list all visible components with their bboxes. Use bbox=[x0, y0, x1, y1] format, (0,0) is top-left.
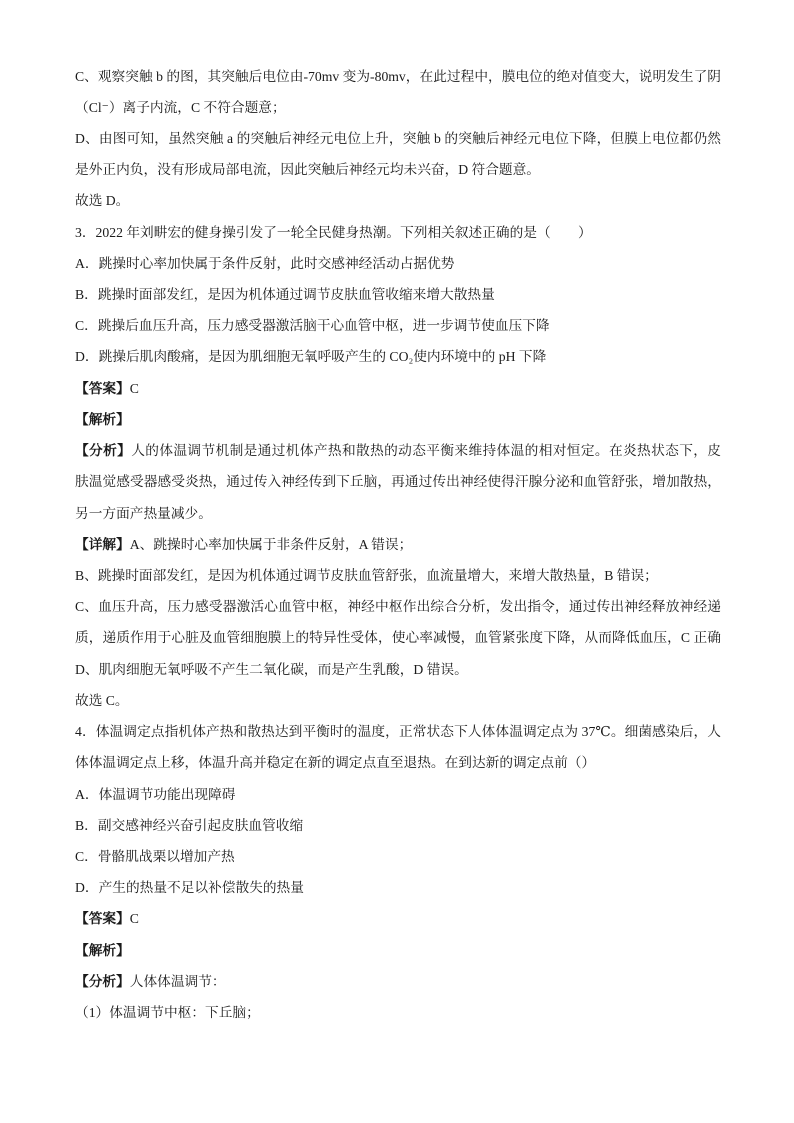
section-label: 【分析】 bbox=[75, 973, 130, 989]
text-line bbox=[75, 279, 721, 310]
line-text: 故选 C。 bbox=[75, 692, 129, 708]
text-line bbox=[75, 466, 721, 497]
text-line bbox=[75, 185, 721, 216]
text-line bbox=[75, 310, 721, 341]
text-line bbox=[75, 747, 721, 778]
text-line bbox=[75, 498, 721, 529]
text-line bbox=[75, 591, 721, 622]
line-text: A．跳操时心率加快属于条件反射，此时交感神经活动占据优势 bbox=[75, 255, 455, 271]
text-line bbox=[75, 810, 721, 841]
text-line bbox=[75, 341, 721, 372]
text-line bbox=[75, 966, 721, 997]
line-text: C、血压升高，压力感受器激活心血管中枢，神经中枢作出综合分析，发出指令，通过传出神经释放神经递 bbox=[75, 599, 721, 615]
line-text: C、观察突触 b 的图，其突触后电位由-70mv 变为-80mv，在此过程中，膜电位的绝对值变大，说明发生了阴 bbox=[75, 68, 721, 84]
line-text: D．产生的热量不足以补偿散失的热量 bbox=[75, 880, 304, 896]
text-line bbox=[75, 841, 721, 872]
line-text: C bbox=[129, 911, 139, 927]
line-text: （1）体温调节中枢：下丘脑； bbox=[75, 1005, 260, 1021]
text-line bbox=[75, 560, 721, 591]
text-line bbox=[75, 529, 721, 560]
document-body bbox=[75, 61, 721, 1029]
text-line bbox=[75, 61, 721, 92]
line-text: 体体温调定点上移，体温升高并稳定在新的调定点直至退热。在到达新的调定点前（） bbox=[75, 755, 596, 771]
line-text: B．跳操时面部发红，是因为机体通过调节皮肤血管收缩来增大散热量 bbox=[75, 287, 495, 303]
line-text: 故选 D。 bbox=[75, 193, 130, 209]
line-text: （Cl⁻）离子内流，C 不符合题意； bbox=[75, 99, 286, 115]
text-line bbox=[75, 622, 721, 653]
line-text: 另一方面产热量减少。 bbox=[75, 505, 212, 521]
section-label: 【解析】 bbox=[75, 411, 130, 427]
line-text: 是外正内负，没有形成局部电流，因此突触后神经元均未兴奋，D 符合题意。 bbox=[75, 162, 540, 178]
text-line bbox=[75, 154, 721, 185]
section-label: 【解析】 bbox=[75, 942, 130, 958]
section-label: 【答案】 bbox=[75, 380, 130, 396]
line-text: 人体体温调节： bbox=[129, 973, 226, 989]
section-label: 【答案】 bbox=[75, 911, 130, 927]
text-line bbox=[75, 248, 721, 279]
line-text: B．副交感神经兴奋引起皮肤血管收缩 bbox=[75, 817, 304, 833]
line-text: 3．2022 年刘畊宏的健身操引发了一轮全民健身热潮。下列相关叙述正确的是（ ） bbox=[75, 224, 592, 240]
text-line bbox=[75, 716, 721, 747]
text-line bbox=[75, 685, 721, 716]
line-text: D．跳操后肌肉酸痛，是因为肌细胞无氧呼吸产生的 CO₂使内环境中的 pH 下降 bbox=[75, 349, 547, 365]
text-line bbox=[75, 435, 721, 466]
text-line bbox=[75, 654, 721, 685]
line-text: 质，递质作用于心脏及血管细胞膜上的特异性受体，使心率减慢，血管紧张度下降，从而降低血压，C 正确 bbox=[75, 630, 721, 646]
text-line bbox=[75, 217, 721, 248]
text-line bbox=[75, 779, 721, 810]
line-text: C bbox=[129, 380, 139, 396]
line-text: 4．体温调定点指机体产热和散热达到平衡时的温度，正常状态下人体体温调定点为 37℃。细菌感染后，人 bbox=[75, 724, 721, 740]
section-label: 【分析】 bbox=[75, 443, 132, 459]
text-line bbox=[75, 404, 721, 435]
text-line bbox=[75, 935, 721, 966]
text-line bbox=[75, 373, 721, 404]
text-line bbox=[75, 872, 721, 903]
line-text: B、跳操时面部发红，是因为机体通过调节皮肤血管舒张，血流量增大，来增大散热量，B 错误； bbox=[75, 568, 658, 583]
line-text: C．跳操后血压升高，压力感受器激活脑干心血管中枢，进一步调节使血压下降 bbox=[75, 318, 550, 334]
line-text: 肤温觉感受器感受炎热，通过传入神经传到下丘脑，再通过传出神经使得汗腺分泌和血管舒张，增加散热， bbox=[75, 474, 721, 490]
line-text: 人的体温调节机制是通过机体产热和散热的动态平衡来维持体温的相对恒定。在炎热状态下，皮 bbox=[131, 443, 721, 459]
line-text: D、肌肉细胞无氧呼吸不产生二氧化碳，而是产生乳酸，D 错误。 bbox=[75, 661, 468, 677]
text-line bbox=[75, 997, 721, 1028]
text-line bbox=[75, 903, 721, 934]
line-text: A、跳操时心率加快属于非条件反射，A 错误； bbox=[129, 536, 413, 552]
line-text: A．体温调节功能出现障碍 bbox=[75, 786, 236, 802]
line-text: D、由图可知，虽然突触 a 的突触后神经元电位上升，突触 b 的突触后神经元电位下降，但膜上电位都仍然 bbox=[75, 130, 721, 146]
line-text: C．骨骼肌战栗以增加产热 bbox=[75, 848, 235, 864]
text-line bbox=[75, 123, 721, 154]
section-label: 【详解】 bbox=[75, 536, 130, 552]
text-line bbox=[75, 92, 721, 123]
